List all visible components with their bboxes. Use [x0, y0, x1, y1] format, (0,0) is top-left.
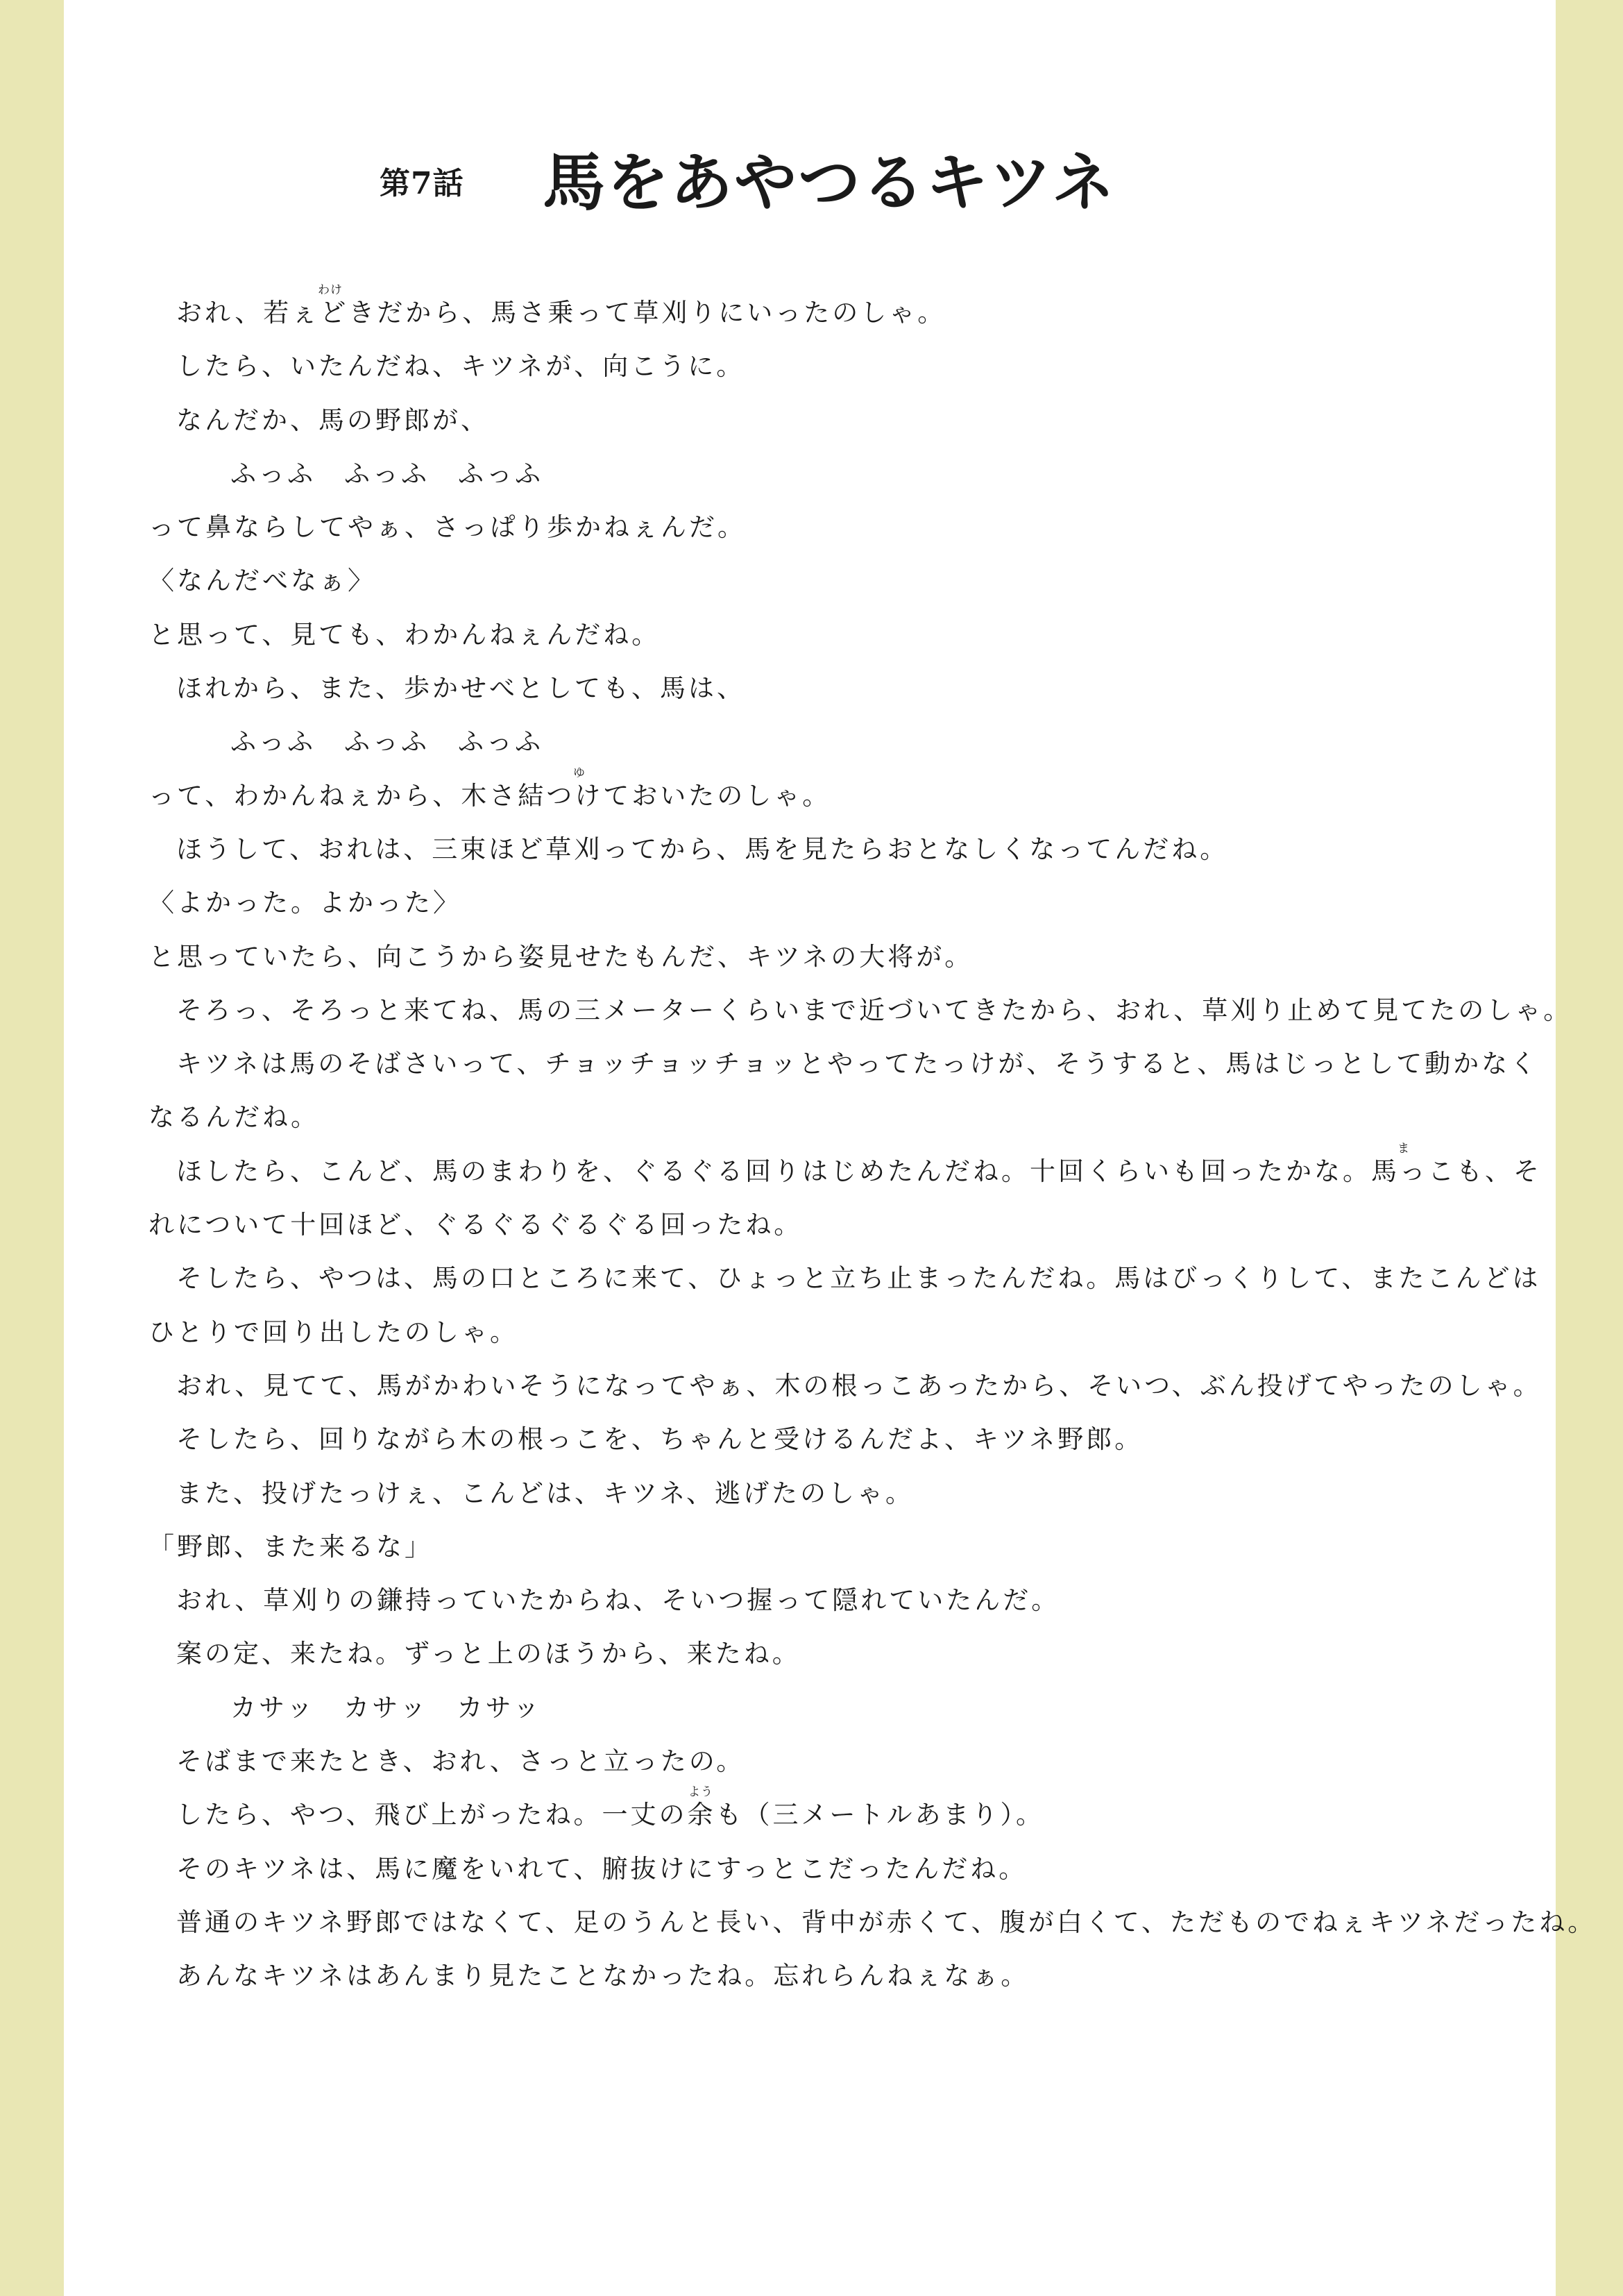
- story-line: [148, 554, 1536, 607]
- story-line: [148, 766, 1536, 822]
- line-text: おれ、見てて、馬がかわいそうになってやぁ、木の根っこあったから、そいつ、ぶん投げてやったのしゃ。: [176, 1370, 1542, 1401]
- furigana: ま: [1397, 1141, 1410, 1156]
- story-line: [148, 984, 1572, 1037]
- story-line: [148, 1842, 1536, 1896]
- story-body: [148, 283, 1597, 2003]
- chapter-header: [64, 132, 1556, 219]
- line-text: 〈よかった。よかった〉: [148, 888, 461, 918]
- furigana: ゆ: [573, 766, 586, 780]
- furigana: よう: [688, 1785, 713, 1800]
- line-text: そしたら、回りながら木の根っこを、ちゃんと受けるんだよ、キツネ野郎。: [176, 1424, 1144, 1455]
- story-line: [148, 1896, 1597, 1949]
- line-text: 「野郎、また来るな」: [148, 1531, 433, 1562]
- line-text: また、投げたっけぇ、こんどは、キツネ、逃げたのしゃ。: [176, 1478, 915, 1508]
- story-line: [148, 394, 1536, 447]
- story-line: [148, 447, 1536, 500]
- line-text: そばまで来たとき、おれ、さっと立ったの。: [176, 1746, 745, 1777]
- story-line: [148, 715, 1536, 768]
- line-text: ふっふ ふっふ ふっふ: [230, 458, 543, 489]
- line-text: 案の定、来たね。ずっと上のほうから、来たね。: [176, 1639, 801, 1669]
- line-text: れについて十回ほど、ぐるぐるぐるぐる回ったね。: [148, 1210, 803, 1240]
- line-text: そしたら、やつは、馬の口ところに来て、ひょっと立ち止まったんだね。馬はびっくりして、またこんどは: [176, 1263, 1541, 1294]
- story-line: [148, 1037, 1539, 1090]
- document-page: [64, 0, 1597, 2296]
- story-line: [148, 1306, 1536, 1359]
- story-line: [148, 1520, 1536, 1573]
- story-line: [148, 1467, 1536, 1520]
- story-line: [148, 1627, 1536, 1680]
- line-text: ほうして、おれは、三束ほど草刈ってから、馬を見たらおとなしくなってんだね。: [176, 834, 1229, 864]
- line-text: ひとりで回り出したのしゃ。: [148, 1317, 518, 1347]
- line-text: キツネは馬のそばさいって、チョッチョッチョッとやってたっけが、そうすると、馬はじっとして動かなく: [176, 1049, 1539, 1079]
- line-text: ほしたら、こんど、馬のまわりを、ぐるぐる回りはじめたんだね。十回くらいも回ったかな。馬っこも、そ: [176, 1156, 1542, 1186]
- story-line: [148, 1251, 1541, 1305]
- story-line: [148, 339, 1536, 393]
- story-line: [148, 661, 1536, 715]
- line-text: って、わかんねぇから、木さ結つけておいたのしゃ。: [148, 780, 831, 811]
- line-text: カサッ カサッ カサッ: [230, 1692, 542, 1723]
- story-line: [148, 930, 1536, 984]
- line-text: 普通のキツネ野郎ではなくて、足のうんと長い、背中が赤くて、腹が白くて、ただものでねぇキツネだったね。: [176, 1907, 1597, 1937]
- story-line: [148, 1949, 1536, 2002]
- story-line: [148, 283, 1536, 339]
- story-title: 馬をあやつるキツネ: [543, 146, 1116, 219]
- story-line: [148, 1198, 1536, 1251]
- line-text: おれ、若ぇどきだから、馬さ乗って草刈りにいったのしゃ。: [176, 298, 946, 328]
- furigana: わけ: [318, 283, 343, 297]
- line-text: なんだか、馬の野郎が、: [176, 405, 489, 435]
- story-line: [148, 500, 1536, 554]
- story-line: [148, 1090, 1536, 1144]
- line-text: なるんだね。: [148, 1102, 319, 1133]
- line-text: ふっふ ふっふ ふっふ: [230, 727, 543, 757]
- line-text: したら、やつ、飛び上がったね。一丈の余も（三メートルあまり）。: [176, 1800, 1045, 1830]
- line-text: あんなキツネはあんまり見たことなかったね。忘れらんねぇなぁ。: [176, 1961, 1030, 1991]
- story-line: [148, 1573, 1536, 1627]
- line-text: そのキツネは、馬に魔をいれて、腑抜けにすっとこだったんだね。: [176, 1853, 1028, 1884]
- story-line: [148, 822, 1536, 876]
- story-line: [148, 1141, 1542, 1198]
- line-text: ほれから、また、歩かせべとしても、馬は、: [176, 673, 745, 704]
- line-text: おれ、草刈りの鎌持っていたからね、そいつ握って隠れていたんだ。: [176, 1585, 1060, 1616]
- line-text: と思って、見ても、わかんねぇんだね。: [148, 619, 661, 650]
- line-text: したら、いたんだね、キツネが、向こうに。: [176, 351, 745, 382]
- story-line: [148, 1681, 1536, 1734]
- story-line: [148, 1359, 1542, 1412]
- story-line: [148, 876, 1536, 929]
- episode-number: 第7話: [380, 166, 464, 201]
- story-line: [148, 1785, 1536, 1841]
- story-line: [148, 1734, 1536, 1788]
- line-text: って鼻ならしてやぁ、さっぱり歩かねぇんだ。: [148, 512, 746, 543]
- story-line: [148, 1412, 1536, 1466]
- story-line: [148, 608, 1536, 661]
- line-text: そろっ、そろっと来てね、馬の三メーターくらいまで近づいてきたから、おれ、草刈り止めて見てたのしゃ。: [176, 995, 1572, 1025]
- line-text: と思っていたら、向こうから姿見せたもんだ、キツネの大将が。: [148, 941, 974, 972]
- line-text: 〈なんだべなぁ〉: [148, 566, 376, 596]
